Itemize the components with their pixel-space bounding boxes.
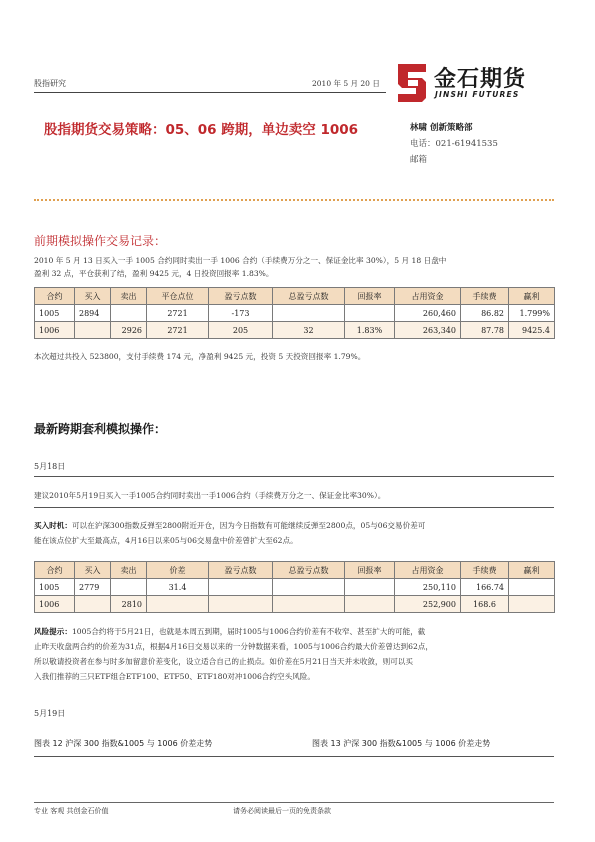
trade-record-table <box>34 287 555 339</box>
table-header-cell: 盈亏点数 <box>209 562 273 579</box>
table-cell <box>273 579 345 596</box>
table-cell <box>345 579 395 596</box>
table-row <box>35 305 555 322</box>
figure-caption-12: 图表 12 沪深 300 指数&1005 与 1006 价差走势 <box>34 739 213 748</box>
table-row <box>35 322 555 339</box>
table-cell: 1005 <box>35 579 75 596</box>
table-cell: 2894 <box>75 305 111 322</box>
table-cell: 168.6 <box>461 596 509 613</box>
table-cell: 1006 <box>35 322 75 339</box>
table-cell <box>509 596 555 613</box>
table-cell: 166.74 <box>461 579 509 596</box>
section3-date: 5月19日 <box>34 709 66 718</box>
logo-brand-en: JINSHI FUTURES <box>435 90 520 99</box>
author-name: 林啸 创新策略部 <box>410 123 473 133</box>
report-title: 股指期货交易策略：05、06 跨期，单边卖空 1006 <box>44 122 359 138</box>
table-cell: 2926 <box>111 322 147 339</box>
table-header-cell: 合约 <box>35 288 75 305</box>
risk-paragraph <box>34 624 554 684</box>
section2-suggestion: 建议2010年5月19日买入一手1005合约同时卖出一手1006合约（手续费万分之一、保证金比率30%）。 <box>34 491 386 500</box>
table-cell: 87.78 <box>461 322 509 339</box>
table-cell <box>509 579 555 596</box>
dotted-divider <box>34 199 554 201</box>
table-header-cell: 占用资金 <box>395 288 461 305</box>
footer-slogan: 专业 客观 共创金石价值 <box>34 807 109 815</box>
table-header-cell: 总盈亏点数 <box>273 562 345 579</box>
table-cell: 263,340 <box>395 322 461 339</box>
table-header-cell: 平仓点位 <box>147 288 209 305</box>
risk-line3: 所以敬请投资者在参与时多加留意价差变化，设立适合自己的止损点。如价差在5月21日当天并未收敛，则可以买 <box>34 657 413 666</box>
section2-date: 5月18日 <box>34 462 66 471</box>
table-cell: 2810 <box>111 596 147 613</box>
company-logo <box>394 60 554 106</box>
table-header-row <box>35 288 555 305</box>
figure-caption-13: 图表 13 沪深 300 指数&1005 与 1006 价差走势 <box>312 739 491 748</box>
table-cell <box>111 579 147 596</box>
table-cell <box>209 596 273 613</box>
section1-heading: 前期模拟操作交易记录： <box>34 234 167 248</box>
risk-line1: 1005合约将于5月21日，也就是本周五到期，届时1005与1006合约价差有不收窄、甚至扩大的可能，截 <box>71 627 426 636</box>
footer-disclaimer: 请务必阅读最后一页的免责条款 <box>233 807 331 815</box>
timing-label: 买入时机： <box>34 521 72 530</box>
table-row <box>35 579 555 596</box>
report-category: 股指研究 <box>34 79 66 88</box>
section1-intro <box>34 254 554 280</box>
table-cell: 86.82 <box>461 305 509 322</box>
table-cell: 2721 <box>147 322 209 339</box>
table-row <box>35 596 555 613</box>
risk-line4: 入我们推荐的三只ETF组合ETF100、ETF50、ETF180对冲1006合约空头风险。 <box>34 672 315 681</box>
table-cell <box>75 596 111 613</box>
timing-line2: 能在该点位扩大至最高点，4月16日以来05与06交易盘中价差曾扩大至62点。 <box>34 536 298 545</box>
table-cell: -173 <box>209 305 273 322</box>
section2-heading: 最新跨期套利模拟操作： <box>34 422 167 436</box>
table-cell: 2721 <box>147 305 209 322</box>
table-header-cell: 赢利 <box>509 562 555 579</box>
header-divider <box>34 92 386 93</box>
table-cell <box>273 596 345 613</box>
timing-line1: 可以在沪深300指数反弹至2800附近开仓，因为今日指数有可能继续反弹至2800点，05与06交易价差可 <box>71 521 426 530</box>
section1-intro-line1: 2010 年 5 月 13 日买入一手 1005 合约同时卖出一手 1006 合约（手续费万分之一、保证金比率 30%），5 月 18 日盘中 <box>34 256 447 265</box>
table-header-cell: 买入 <box>75 288 111 305</box>
timing-paragraph <box>34 518 554 548</box>
table-header-cell: 回报率 <box>345 562 395 579</box>
table-cell: 1005 <box>35 305 75 322</box>
table-cell: 1.83% <box>345 322 395 339</box>
table-cell <box>111 305 147 322</box>
author-phone: 电话：021-61941535 <box>410 139 498 149</box>
logo-mark-icon <box>394 60 430 104</box>
section-divider <box>34 476 554 477</box>
table-cell: 2779 <box>75 579 111 596</box>
table-header-cell: 赢利 <box>509 288 555 305</box>
report-date: 2010 年 5 月 20 日 <box>312 79 380 88</box>
table-cell <box>273 305 345 322</box>
section1-summary: 本次超过共投入 523800，支付手续费 174 元，净盈利 9425 元，投资 5 天投资回报率 1.79%。 <box>34 352 366 361</box>
footer-divider <box>34 802 554 803</box>
table-header-cell: 回报率 <box>345 288 395 305</box>
table-header-cell: 占用资金 <box>395 562 461 579</box>
table-cell <box>345 305 395 322</box>
table-header-cell: 卖出 <box>111 562 147 579</box>
table-header-row <box>35 562 555 579</box>
table-header-cell: 总盈亏点数 <box>273 288 345 305</box>
table-cell: 9425.4 <box>509 322 555 339</box>
author-email: 邮箱 <box>410 155 428 165</box>
table-cell: 31.4 <box>147 579 209 596</box>
arbitrage-plan-table <box>34 561 555 613</box>
table-cell: 250,110 <box>395 579 461 596</box>
table-cell <box>75 322 111 339</box>
table-cell: 1.799% <box>509 305 555 322</box>
section-divider <box>34 507 554 508</box>
table-cell <box>345 596 395 613</box>
risk-line2: 止昨天收盘两合约的价差为31点，根据4月16日交易以来的一分钟数据来看，1005与1006合约最大价差曾达到62点， <box>34 642 433 651</box>
table-cell: 205 <box>209 322 273 339</box>
section-divider <box>34 756 554 757</box>
table-header-cell: 手续费 <box>461 562 509 579</box>
table-cell <box>209 579 273 596</box>
risk-label: 风险提示： <box>34 627 72 636</box>
table-cell: 252,900 <box>395 596 461 613</box>
table-cell <box>147 596 209 613</box>
table-header-cell: 手续费 <box>461 288 509 305</box>
section1-intro-line2: 盈利 32 点，平仓获利了结，盈利 9425 元，4 日投资回报率 1.83%。 <box>34 269 274 278</box>
table-cell: 260,460 <box>395 305 461 322</box>
table-header-cell: 价差 <box>147 562 209 579</box>
table-header-cell: 盈亏点数 <box>209 288 273 305</box>
table-header-cell: 卖出 <box>111 288 147 305</box>
logo-brand-cn: 金石期货 <box>434 67 527 92</box>
table-cell: 1006 <box>35 596 75 613</box>
table-header-cell: 合约 <box>35 562 75 579</box>
table-cell: 32 <box>273 322 345 339</box>
table-header-cell: 买入 <box>75 562 111 579</box>
